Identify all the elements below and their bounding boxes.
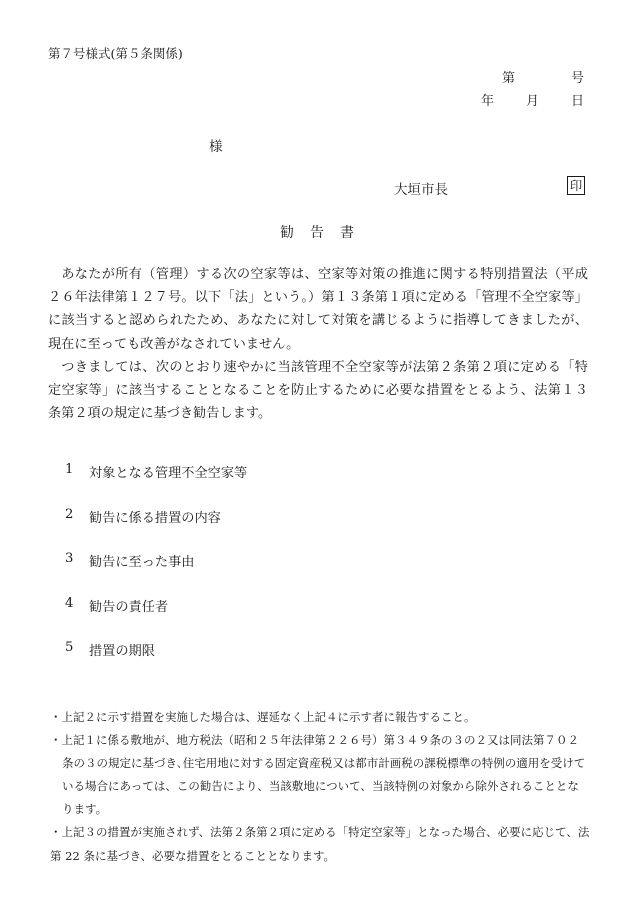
list-item: [65, 462, 247, 507]
document-number-line: [502, 67, 584, 86]
item-number: 1: [65, 462, 74, 477]
note-item: ・上記１に係る敷地が、地方税法（昭和２５年法律第２２６号）第３４９条の３の２又は同法第７０２条の３の規定に基づき､住宅用地に対する固定資産税又は都市計画税の課税標準の特例の適用を受けている場合にあっては、この勧告により、当該敷地について、当該特例の対象から除外されることとなります。: [50, 733, 586, 817]
item-label: 措置の期限: [89, 644, 155, 659]
item-label: 勧告に係る措置の内容: [89, 510, 221, 526]
body-paragraph: あなたが所有（管理）する次の空家等は、空家等対策の推進に関する特別措置法（平成２６年法律第１２７号。以下「法」という。）第１３条第１項に定める「管理不全空家等」に該当すると認められたため、あなたに対して対策を講じるように指導してきましたが、現在に至っても改善がなされていません。: [48, 267, 588, 352]
date-day: 日: [570, 94, 584, 109]
item-number: 2: [65, 506, 74, 522]
date-year: 年: [480, 94, 494, 109]
form-label: 第７号様式(第５条関係): [48, 46, 183, 61]
body-paragraph: つきましては、次のとおり速やかに当該管理不全空家等が法第２条第２項に定める「特定空家等」に該当することとなることを防止するために必要な措置をとるよう、法第１３条第２項の規定に基づき勧告します。: [48, 359, 588, 422]
note-item: ・上記３の措置が実施されず、法第２条第２項に定める「特定空家等」となった場合、必要に応じて、法第 22 条に基づき、必要な措置をとることとなります。: [50, 825, 590, 863]
item-number: 5: [65, 640, 74, 655]
list-item: [65, 596, 247, 641]
number-suffix: 号: [570, 71, 584, 86]
addressee-honorific: 様: [209, 139, 223, 155]
document-title: 勧告書: [280, 225, 370, 241]
item-label: 対象となる管理不全空家等: [89, 466, 248, 481]
item-number: 3: [65, 551, 74, 566]
list-item: [65, 507, 247, 552]
sender-name: 大垣市長: [394, 182, 448, 198]
item-list: [65, 462, 247, 685]
note-item: ・上記２に示す措置を実施した場合は、遅延なく上記４に示す者に報告すること。: [50, 710, 476, 724]
list-item: [65, 551, 247, 596]
item-label: 勧告の責任者: [89, 599, 169, 615]
item-label: 勧告に至った事由: [89, 555, 195, 570]
document-body: [48, 263, 588, 425]
date-line: [481, 90, 584, 109]
date-month: 月: [525, 94, 539, 109]
number-prefix: 第: [501, 71, 515, 86]
list-item: [65, 640, 247, 685]
notes-section: [50, 706, 590, 868]
item-number: 4: [65, 595, 74, 611]
seal-mark: 印: [567, 176, 585, 195]
